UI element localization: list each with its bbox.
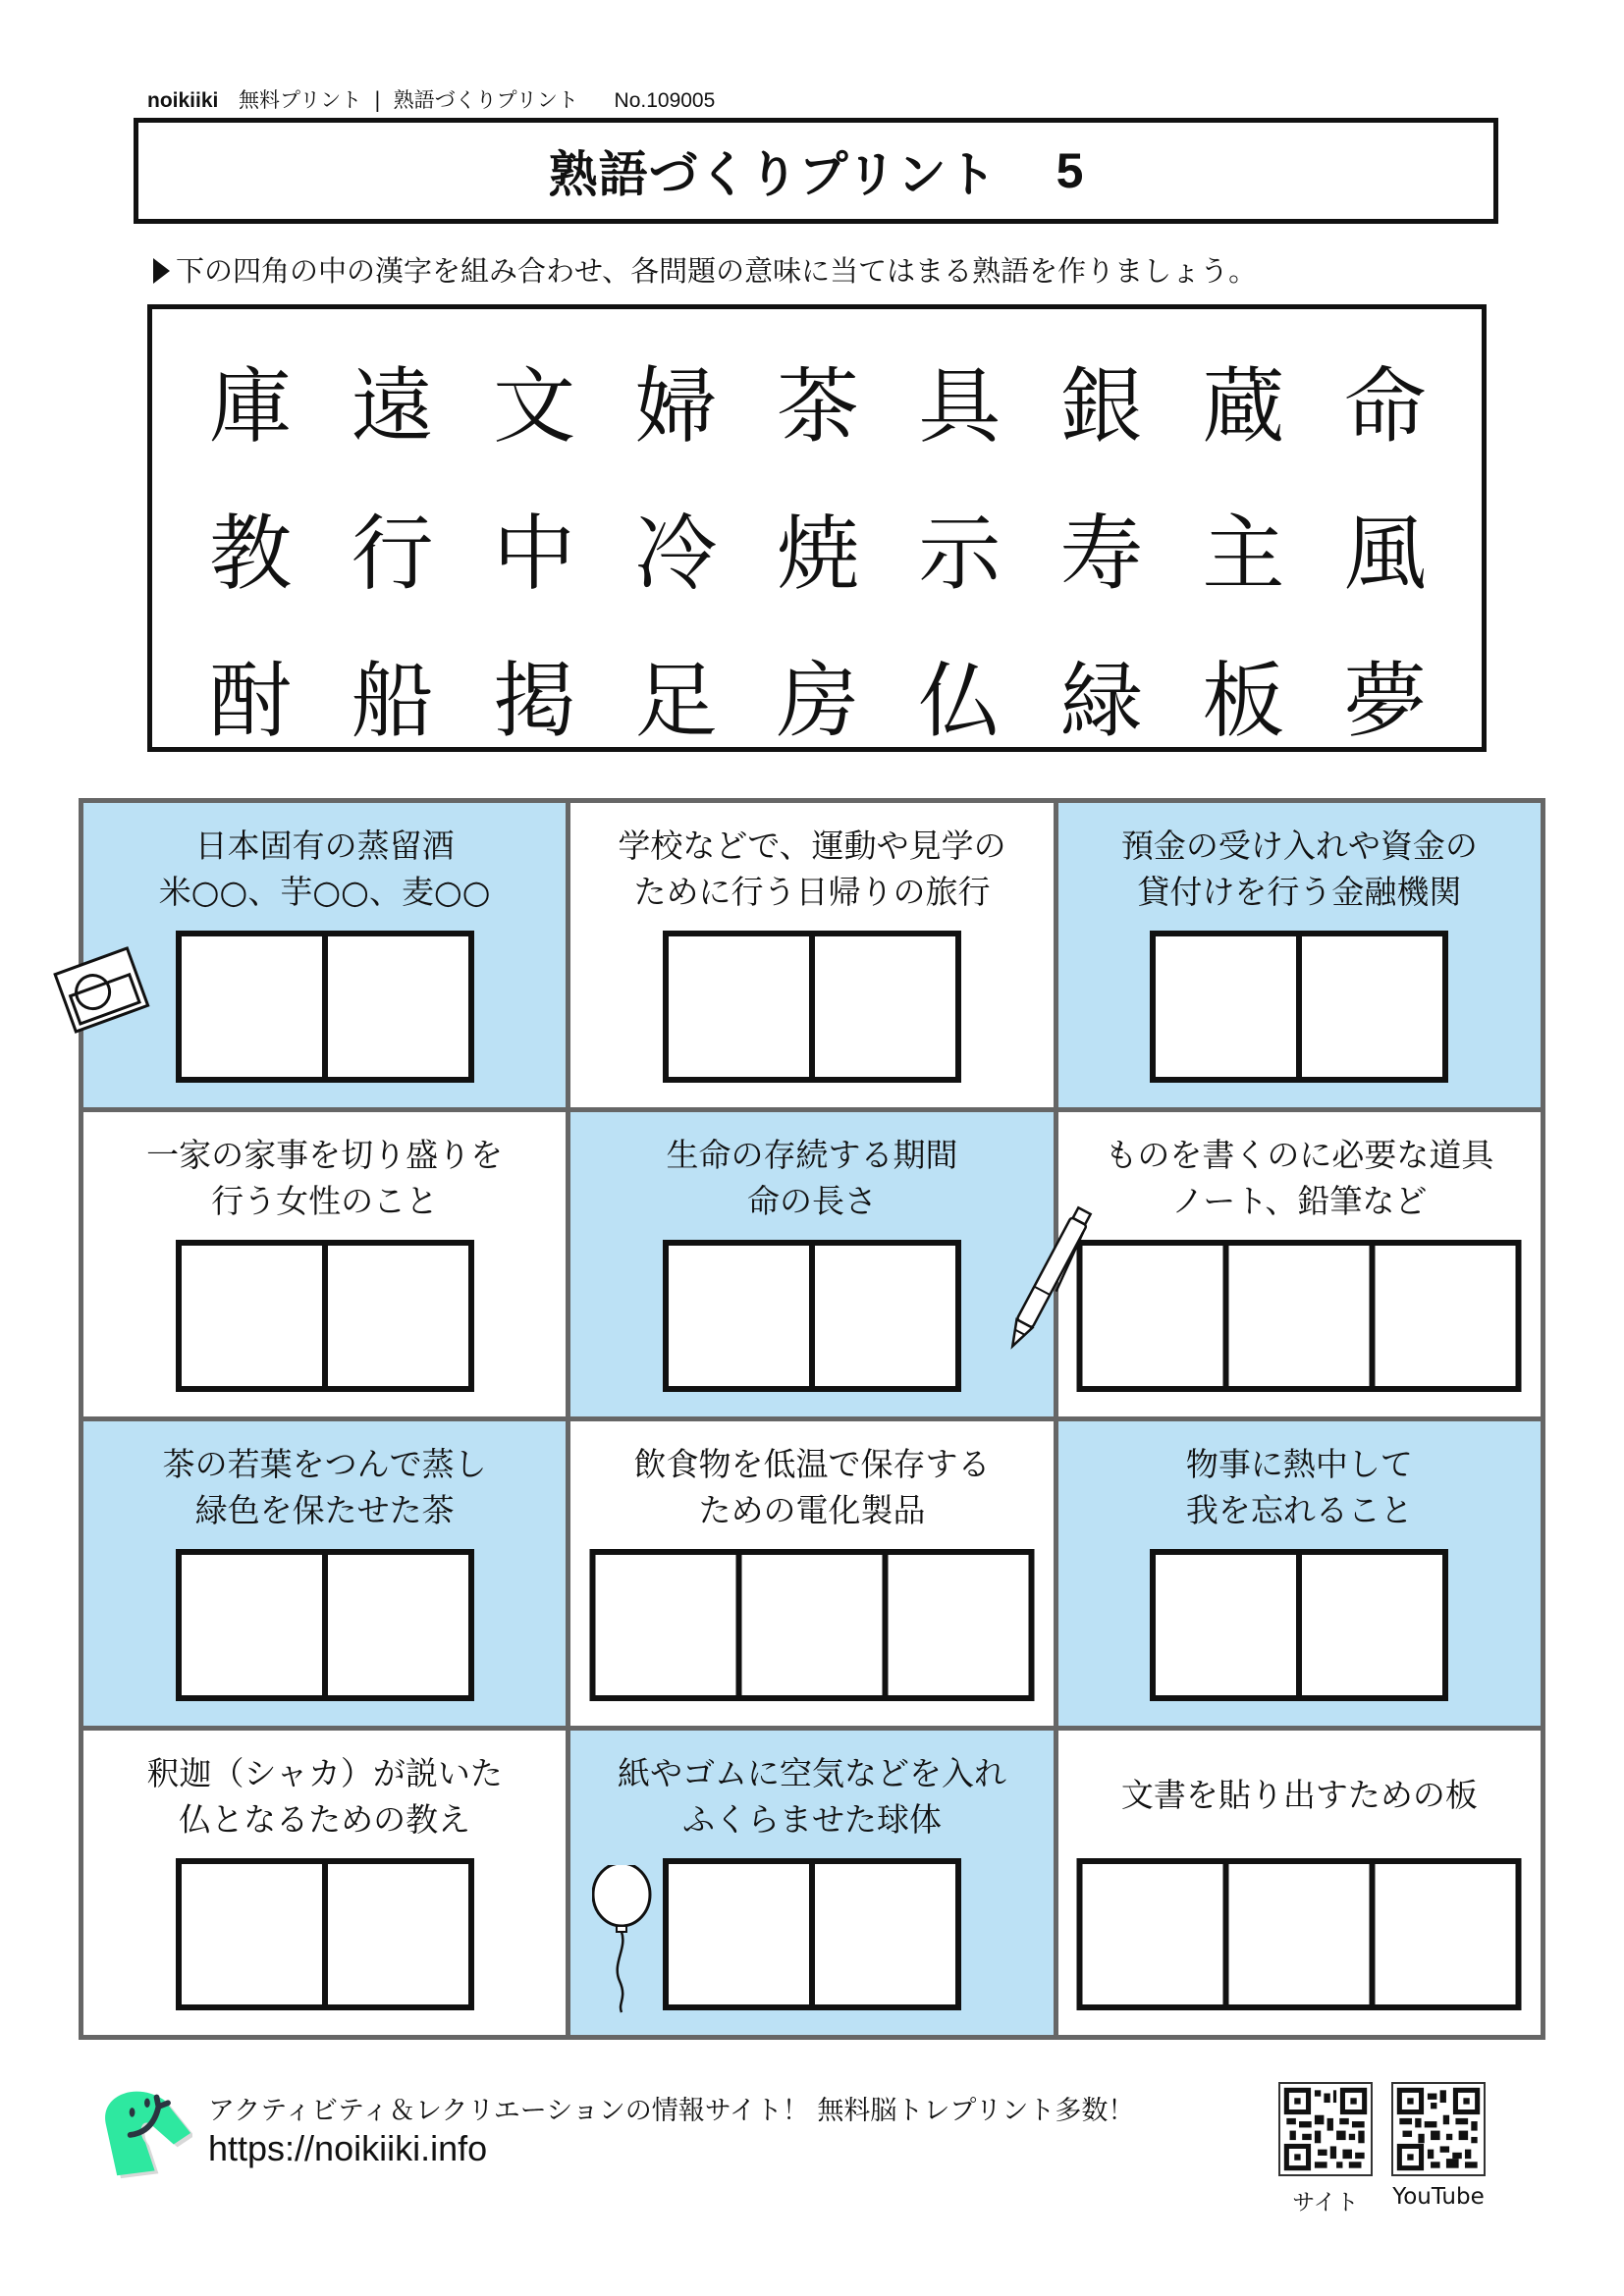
answer-boxes xyxy=(1077,1858,1522,2010)
question-line: ふくらませた球体 xyxy=(681,1800,942,1839)
answer-boxes xyxy=(589,1549,1034,1701)
kanji-char: 冷 xyxy=(634,506,718,602)
print-series: 熟語づくりプリント xyxy=(393,88,578,112)
kanji-char: 文 xyxy=(493,358,576,454)
question-line: 学校などで、運動や見学の xyxy=(618,827,1006,865)
answer-box[interactable] xyxy=(735,1555,882,1695)
kanji-char: 船 xyxy=(351,653,434,749)
kanji-char: 焼 xyxy=(776,506,859,602)
kanji-char: 掲 xyxy=(493,653,576,749)
answer-boxes xyxy=(176,1240,474,1392)
brand-name: noikiiki xyxy=(147,89,219,112)
question-line: 紙やゴムに空気などを入れ xyxy=(617,1754,1006,1792)
qr-code-youtube-icon[interactable] xyxy=(1391,2082,1486,2176)
kanji-char: 板 xyxy=(1202,653,1285,749)
question-text xyxy=(83,823,566,915)
answer-box[interactable] xyxy=(595,1555,735,1695)
question-line: 貸付けを行う金融機関 xyxy=(1137,873,1462,911)
answer-box[interactable] xyxy=(1296,1555,1442,1695)
question-line: ための電化製品 xyxy=(698,1491,926,1529)
answer-boxes xyxy=(176,1549,474,1701)
question-text xyxy=(1058,1441,1541,1533)
kanji-char: 茶 xyxy=(776,358,859,454)
answer-box[interactable] xyxy=(1370,1246,1516,1386)
kanji-char: 緑 xyxy=(1059,653,1143,749)
answer-boxes xyxy=(663,1858,961,2010)
question-cell-5 xyxy=(570,1112,1053,1416)
answer-box[interactable] xyxy=(182,1864,322,2004)
kanji-char: 銀 xyxy=(1059,358,1143,454)
instruction-text: 下の四角の中の漢字を組み合わせ、各問題の意味に当てはまる熟語を作りましょう。 xyxy=(176,254,1258,288)
kanji-char: 具 xyxy=(918,358,1001,454)
kanji-char: 仏 xyxy=(918,653,1001,749)
question-text xyxy=(570,1132,1053,1224)
question-text xyxy=(83,1750,566,1842)
question-cell-6 xyxy=(1058,1112,1541,1416)
title-box xyxy=(134,118,1498,224)
answer-box[interactable] xyxy=(669,1864,809,2004)
kanji-char: 蔵 xyxy=(1202,358,1285,454)
question-text xyxy=(570,1441,1053,1533)
answer-boxes xyxy=(176,1858,474,2010)
question-line: 行う女性のこと xyxy=(211,1182,439,1220)
kanji-char: 教 xyxy=(209,506,293,602)
answer-box[interactable] xyxy=(1156,1555,1296,1695)
answer-box[interactable] xyxy=(669,936,809,1077)
question-line: 一家の家事を切り盛りを xyxy=(146,1136,504,1174)
footer-tagline: アクティビティ＆レクリエーションの情報サイト！ 無料脳トレプリント多数！ xyxy=(208,2096,1135,2126)
question-line: 文書を貼り出すための板 xyxy=(1120,1776,1478,1814)
answer-boxes xyxy=(663,1240,961,1392)
answer-box[interactable] xyxy=(1370,1864,1516,2004)
answer-box[interactable] xyxy=(322,1864,468,2004)
kanji-char: 命 xyxy=(1343,358,1427,454)
answer-box[interactable] xyxy=(1083,1864,1223,2004)
qr-code-site-icon[interactable] xyxy=(1278,2082,1373,2176)
kanji-char: 酎 xyxy=(209,653,293,749)
question-line: 緑色を保たせた茶 xyxy=(194,1491,455,1529)
question-line: 飲食物を低温で保存する xyxy=(633,1445,991,1483)
kanji-char: 房 xyxy=(776,653,859,749)
question-grid xyxy=(79,798,1545,2040)
answer-box[interactable] xyxy=(1223,1864,1370,2004)
qr-label-youtube: YouTube xyxy=(1392,2184,1485,2210)
answer-boxes xyxy=(663,931,961,1083)
question-cell-12 xyxy=(1058,1731,1541,2035)
qr-label-site: サイト xyxy=(1292,2190,1359,2216)
answer-box[interactable] xyxy=(182,1555,322,1695)
question-line: 預金の受け入れや資金の xyxy=(1120,827,1478,865)
question-cell-10 xyxy=(83,1731,566,2035)
kanji-pool-box xyxy=(147,304,1487,752)
answer-box[interactable] xyxy=(182,936,322,1077)
page-title-number: 5 xyxy=(1056,143,1084,198)
answer-box[interactable] xyxy=(1223,1246,1370,1386)
answer-boxes xyxy=(1150,1549,1448,1701)
question-line: 命の長さ xyxy=(746,1182,877,1220)
question-line: 仏となるための教え xyxy=(179,1800,471,1839)
question-line: ために行う日帰りの旅行 xyxy=(633,873,991,911)
question-line: 我を忘れること xyxy=(1185,1491,1413,1529)
question-line: 物事に熱中して xyxy=(1185,1445,1413,1483)
question-cell-8 xyxy=(570,1421,1053,1726)
question-text xyxy=(83,1132,566,1224)
question-line: ものを書くのに必要な道具 xyxy=(1105,1136,1494,1174)
noikiiki-logo-icon xyxy=(98,2086,192,2180)
question-text xyxy=(1058,823,1541,915)
footer-url-link[interactable]: https://noikiiki.info xyxy=(208,2128,488,2168)
answer-boxes xyxy=(1150,931,1448,1083)
answer-box[interactable] xyxy=(809,936,955,1077)
meta-separator: | xyxy=(373,88,381,112)
answer-box[interactable] xyxy=(182,1246,322,1386)
kanji-char: 主 xyxy=(1202,506,1285,602)
balloon-icon xyxy=(592,1865,661,2022)
question-cell-9 xyxy=(1058,1421,1541,1726)
question-line: 米○○、芋○○、麦○○ xyxy=(158,873,491,911)
kanji-char: 夢 xyxy=(1343,653,1427,749)
kanji-char: 寿 xyxy=(1059,506,1143,602)
kanji-char: 示 xyxy=(918,506,1001,602)
answer-box[interactable] xyxy=(322,936,468,1077)
kanji-char: 風 xyxy=(1343,506,1427,602)
page-title: 熟語づくりプリント xyxy=(548,146,998,203)
kanji-char: 遠 xyxy=(351,358,434,454)
print-number: No.109005 xyxy=(614,89,716,112)
kanji-char: 足 xyxy=(634,653,718,749)
answer-box[interactable] xyxy=(809,1246,955,1386)
answer-box[interactable] xyxy=(882,1555,1028,1695)
question-cell-4 xyxy=(83,1112,566,1416)
kanji-char: 庫 xyxy=(209,358,293,454)
question-text xyxy=(1058,1132,1541,1224)
answer-box[interactable] xyxy=(809,1864,955,2004)
question-text xyxy=(1058,1772,1541,1818)
question-line: 日本固有の蒸留酒 xyxy=(194,827,455,865)
question-cell-2 xyxy=(570,803,1053,1107)
question-cell-3 xyxy=(1058,803,1541,1107)
answer-box[interactable] xyxy=(322,1555,468,1695)
answer-box[interactable] xyxy=(1083,1246,1223,1386)
answer-box[interactable] xyxy=(1296,936,1442,1077)
sake-cup-icon xyxy=(49,937,157,1045)
print-meta-line xyxy=(147,84,715,114)
print-category: 無料プリント xyxy=(239,88,362,112)
kanji-pool-grid xyxy=(180,333,1456,774)
question-line: 生命の存続する期間 xyxy=(666,1136,958,1174)
question-text xyxy=(570,1750,1053,1842)
question-line: 釈迦（シャカ）が説いた xyxy=(146,1754,503,1792)
answer-boxes xyxy=(176,931,474,1083)
kanji-char: 行 xyxy=(351,506,434,602)
question-text xyxy=(83,1441,566,1533)
answer-box[interactable] xyxy=(669,1246,809,1386)
kanji-char: 婦 xyxy=(634,358,718,454)
question-line: 茶の若葉をつんで蒸し xyxy=(162,1445,487,1483)
triangle-bullet-icon xyxy=(153,258,170,284)
answer-boxes xyxy=(1077,1240,1522,1392)
question-cell-7 xyxy=(83,1421,566,1726)
question-line: ノート、鉛筆など xyxy=(1171,1182,1428,1220)
answer-box[interactable] xyxy=(322,1246,468,1386)
question-text xyxy=(570,823,1053,915)
pen-icon xyxy=(997,1198,1095,1374)
answer-box[interactable] xyxy=(1156,936,1296,1077)
kanji-char: 中 xyxy=(493,506,576,602)
instruction xyxy=(153,249,1257,290)
